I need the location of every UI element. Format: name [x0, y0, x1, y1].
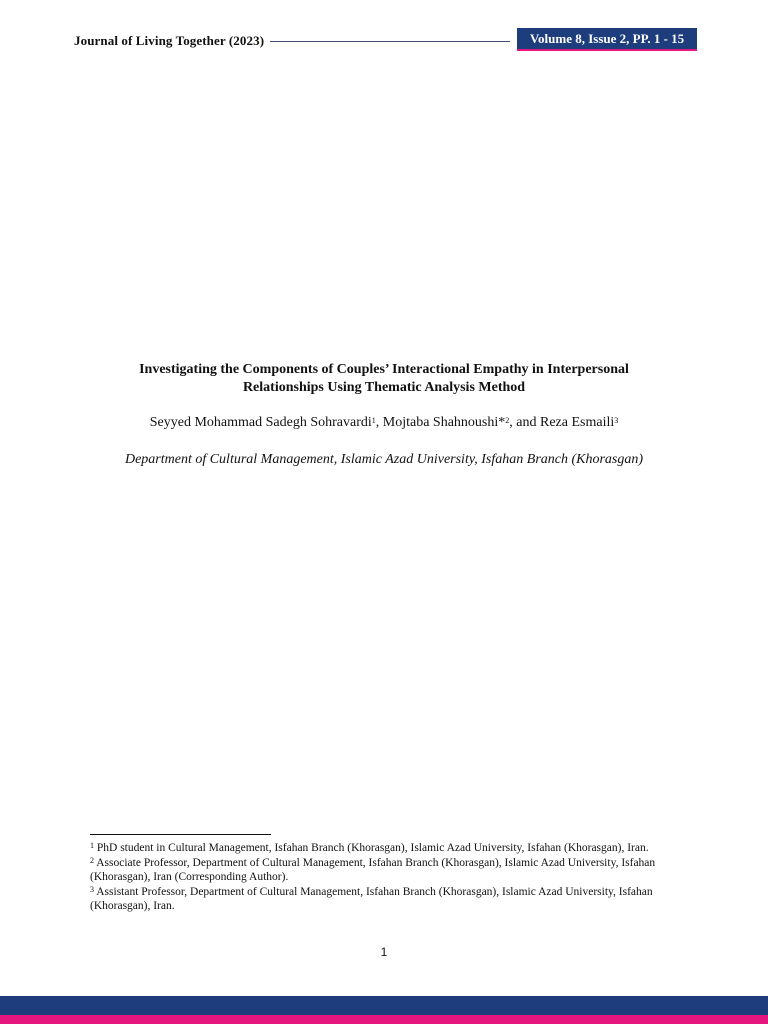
header-rule	[270, 41, 510, 42]
paper-title	[90, 361, 678, 397]
author-mark: 1	[371, 416, 376, 425]
footnote-mark: 1	[90, 841, 94, 850]
page-number: 1	[380, 945, 388, 959]
volume-underline	[517, 49, 697, 51]
author-mark: 3	[614, 416, 619, 425]
journal-name: Journal of Living Together (2023)	[74, 33, 265, 48]
author-separator: ,	[375, 415, 383, 430]
paper-title-line-2: Relationships Using Thematic Analysis Method	[242, 380, 526, 395]
footer-band-blue	[0, 996, 768, 1015]
author-name: Seyyed Mohammad Sadegh Sohravardi	[149, 415, 372, 430]
footer-band-pink	[0, 1015, 768, 1024]
author-name: Reza Esmaili	[539, 415, 615, 430]
affiliation: Department of Cultural Management, Islamic Azad University, Isfahan Branch (Khorasgan)	[124, 452, 644, 467]
page-header	[0, 0, 768, 60]
footnote-rule	[90, 834, 271, 835]
footnote	[90, 841, 680, 856]
footnote-mark: 3	[90, 884, 94, 894]
footnote	[90, 856, 680, 885]
paper-title-line-1: Investigating the Components of Couples’ Interactional Empathy in Interpersonal	[139, 362, 629, 377]
footnote-text: Assistant Professor, Department of Cultural Management, Isfahan Branch (Khorasgan), Islamic Azad University, Isfahan (Khorasgan), Iran.	[90, 885, 653, 912]
author-mark: 2	[505, 416, 510, 425]
volume-badge: Volume 8, Issue 2, PP. 1 - 15	[517, 28, 697, 49]
author-list	[60, 414, 708, 432]
footnote-text: PhD student in Cultural Management, Isfahan Branch (Khorasgan), Islamic Azad University, Isfahan (Khorasgan), Iran.	[94, 842, 649, 854]
author-separator: , and	[509, 415, 540, 430]
footnote-text: Associate Professor, Department of Cultural Management, Isfahan Branch (Khorasgan), Islamic Azad University, Isfahan (Khorasgan), Iran (Corresponding Author).	[90, 856, 656, 883]
author-name: Mojtaba Shahnoushi*	[382, 415, 506, 430]
footnote	[90, 885, 680, 914]
footnotes	[90, 841, 680, 914]
footnote-mark: 2	[90, 855, 94, 865]
